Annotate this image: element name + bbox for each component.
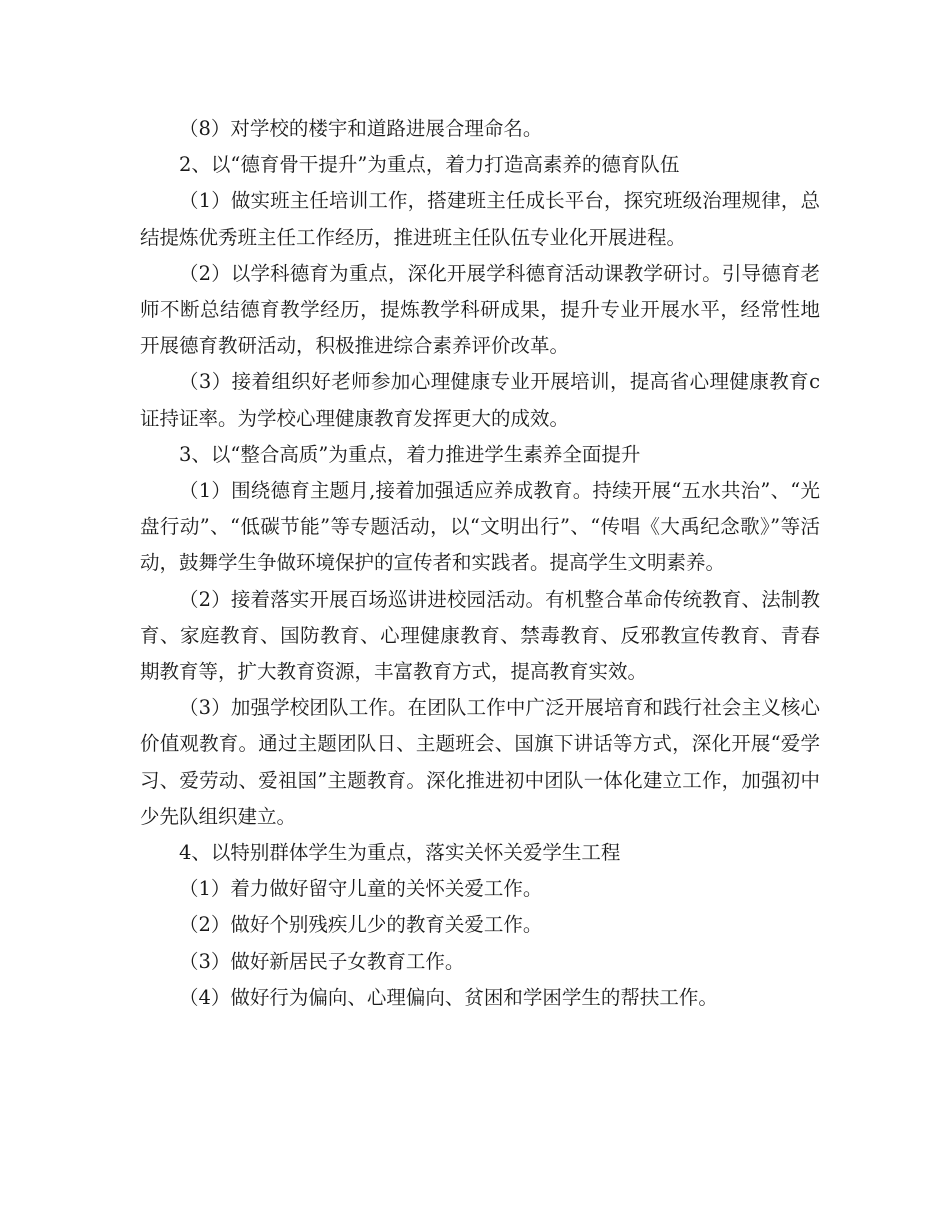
- list-item-4-3: （3）做好新居民子女教育工作。: [179, 949, 465, 973]
- paragraph-2-1: （1）做实班主任培训工作，搭建班主任成长平台，探究班级治理规律，总结提炼优秀班主任工作经历，推进班主任队伍专业化开展进程。: [140, 189, 820, 249]
- paragraph-3-2: （2）接着落实开展百场巡讲进校园活动。有机整合革命传统教育、法制教育、家庭教育、国防教育、心理健康教育、禁毒教育、反邪教宣传教育、青春期教育等，扩大教育资源，丰富教育方式，提高教育实效。: [140, 587, 820, 684]
- list-item-4-1: （1）着力做好留守儿童的关怀关爱工作。: [179, 877, 543, 901]
- paragraph-2-3: （3）接着组织好老师参加心理健康专业开展培训，提高省心理健康教育c证持证率。为学校心理健康教育发挥更大的成效。: [140, 370, 820, 430]
- section-heading-4: 4、以特别群体学生为重点，落实关怀关爱学生工程: [179, 841, 621, 865]
- paragraph-3-1: （1）围绕德育主题月,接着加强适应养成教育。持续开展“五水共治”、“光盘行动”、“低碳节能”等专题活动，以“文明出行”、“传唱《大禹纪念歌》”等活动，鼓舞学生争做环境保护的宣传者和实践者。提高学生文明素养。: [140, 479, 820, 575]
- section-heading-3: 3、以“整合高质”为重点，着力推进学生素养全面提升: [179, 442, 641, 466]
- list-item-8-naming: （8）对学校的楼宇和道路进展合理命名。: [179, 117, 543, 140]
- paragraph-2-2: （2）以学科德育为重点，深化开展学科德育活动课教学研讨。引导德育老师不断总结德育教学经历，提炼教学科研成果，提升专业开展水平，经常性地开展德育教研活动，积极推进综合素养评价改革。: [140, 261, 820, 358]
- list-item-4-4: （4）做好行为偏向、心理偏向、贫困和学困学生的帮扶工作。: [179, 985, 718, 1009]
- section-heading-2: 2、以“德育骨干提升”为重点，着力打造高素养的德育队伍: [179, 153, 680, 177]
- paragraph-3-3: （3）加强学校团队工作。在团队工作中广泛开展培育和践行社会主义核心价值观教育。通过主题团队日、主题班会、国旗下讲话等方式，深化开展“爱学习、爱劳动、爱祖国”主题教育。深化推进初中团队一体化建立工作，加强初中少先队组织建立。: [140, 696, 820, 828]
- list-item-4-2: （2）做好个别残疾儿少的教育关爱工作。: [179, 913, 543, 937]
- document-body: [140, 111, 820, 1016]
